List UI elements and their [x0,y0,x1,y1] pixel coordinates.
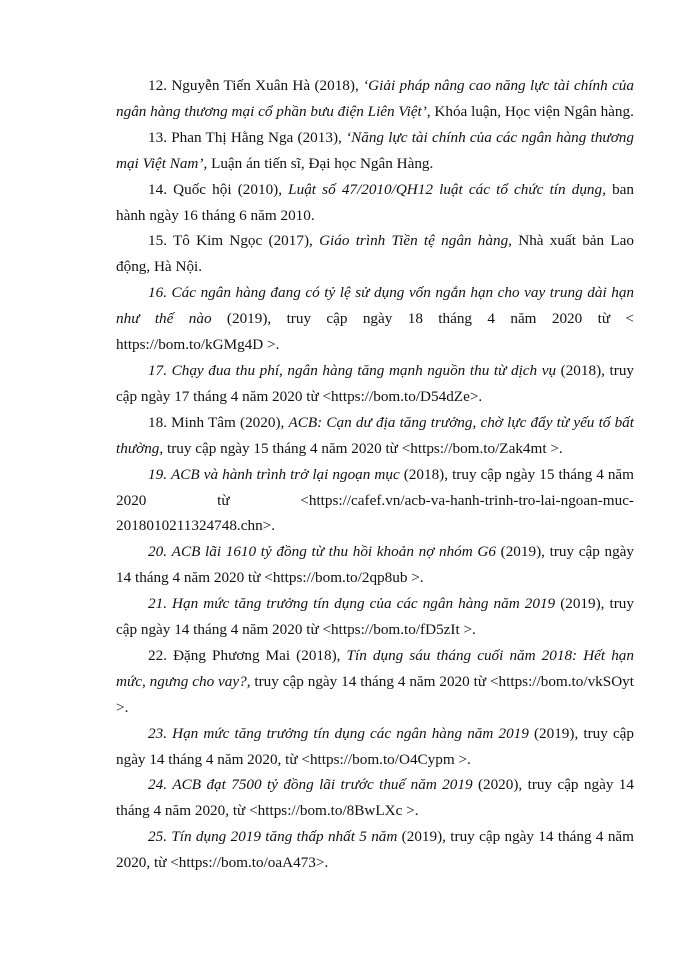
reference-authors: Đặng Phương Mai (2018), [166,646,347,664]
reference-item [116,125,634,177]
reference-number: 15. [148,232,167,250]
reference-number: 18. [148,413,167,431]
reference-details: , Khóa luận, Học viện Ngân hàng. [426,102,634,120]
reference-item [116,643,634,721]
reference-details: (2019), truy cập ngày 14 tháng 4 năm 2020, từ <https://bom.to/O4Cypm >. [116,724,635,768]
reference-item [116,228,634,280]
reference-details: (2018), truy cập ngày 15 tháng 4 năm 2020 từ <https://cafef.vn/acb-va-hanh-trinh-tro-lai-ngoan-muc-2018010211324748.chn>. [116,465,634,535]
reference-number: 12. [148,77,167,94]
reference-authors: Nguyễn Tiến Xuân Hà (2018), [166,77,364,94]
reference-details: truy cập ngày 14 tháng 4 năm 2020 từ <https://bom.to/vkSOyt >. [116,672,634,716]
reference-authors: Phan Thị Hằng Nga (2013), [166,128,347,146]
reference-title: ACB đạt 7500 tỷ đồng lãi trước thuế năm 2019 [172,776,473,794]
reference-details: (2019), truy cập ngày 14 tháng 4 năm 2020 từ <https://bom.to/2qp8ub >. [116,543,635,587]
reference-title: Giáo trình Tiền tệ ngân hàng [319,232,509,250]
reference-title: ‘Giải pháp nâng cao năng lực tài chính của ngân hàng thương mại cổ phần bưu điện Liên Việt’ [116,77,634,120]
reference-number: 14. [148,180,167,198]
reference-item [116,73,634,125]
reference-details: , Nhà xuất bản Lao động, Hà Nội. [116,232,634,276]
reference-number: 23. [148,724,167,742]
reference-number: 13. [148,128,167,146]
reference-item [116,591,634,643]
reference-title: Các ngân hàng đang có tỷ lệ sử dụng vốn ngắn hạn cho vay trung dài hạn như thế nào [116,284,635,328]
reference-title: Tín dụng sáu tháng cuối năm 2018: Hết hạn mức, ngưng cho vay?, [116,646,634,690]
reference-title: ACB lãi 1610 tỷ đồng từ thu hồi khoản nợ nhóm G6 [171,543,496,561]
reference-title: Luật số 47/2010/QH12 luật các tổ chức tín dụng, [288,180,606,198]
reference-title: Hạn mức tăng trưởng tín dụng của các ngân hàng năm 2019 [172,595,556,613]
reference-details: Luận án tiến sĩ, Đại học Ngân Hàng. [207,154,434,172]
reference-list [116,73,634,876]
reference-item [116,410,634,462]
reference-item [116,358,634,410]
reference-number: 16. [148,284,167,302]
reference-details: (2019), truy cập ngày 14 tháng 4 năm 2020, từ <https://bom.to/oaA473>. [116,828,634,872]
reference-title: Hạn mức tăng trưởng tín dụng các ngân hàng năm 2019 [172,724,529,742]
reference-authors: Tô Kim Ngọc (2017), [166,232,320,250]
reference-title: Chạy đua thu phí, ngân hàng tăng mạnh nguồn thu từ dịch vụ [171,361,557,379]
reference-details: truy cập ngày 15 tháng 4 năm 2020 từ <https://bom.to/Zak4mt >. [163,439,563,457]
reference-item [116,177,634,229]
reference-number: 24. [148,776,167,794]
reference-details: (2019), truy cập ngày 18 tháng 4 năm 2020 từ < https://bom.to/kGMg4D >. [116,310,634,354]
reference-item [116,462,634,540]
reference-title: ACB: Cạn dư địa tăng trưởng, chờ lực đẩy từ yếu tố bất thường, [116,413,634,457]
reference-item [116,772,634,824]
reference-authors: Quốc hội (2010), [166,180,289,198]
reference-number: 20. [148,543,167,561]
reference-title: ACB và hành trình trở lại ngoạn mục [171,465,400,483]
reference-number: 17. [148,361,167,379]
reference-item [116,824,634,876]
reference-item [116,721,634,773]
reference-details: (2020), truy cập ngày 14 tháng 4 năm 2020, từ <https://bom.to/8BwLXc >. [116,776,634,820]
reference-number: 22. [148,646,167,664]
reference-number: 21. [148,595,167,613]
reference-details: (2019), truy cập ngày 14 tháng 4 năm 2020 từ <https://bom.to/fD5zIt >. [116,595,634,639]
reference-details: (2018), truy cập ngày 17 tháng 4 năm 2020 từ <https://bom.to/D54dZe>. [116,361,635,405]
reference-number: 25. [148,828,167,846]
reference-item [116,280,634,358]
reference-title: ‘Năng lực tài chính của các ngân hàng thương mại Việt Nam’, [116,128,634,172]
reference-number: 19. [148,465,167,483]
reference-item [116,539,634,591]
reference-title: Tín dụng 2019 tăng thấp nhất 5 năm [171,828,398,846]
reference-authors: Minh Tâm (2020), [166,413,289,431]
reference-details: ban hành ngày 16 tháng 6 năm 2010. [116,180,634,224]
